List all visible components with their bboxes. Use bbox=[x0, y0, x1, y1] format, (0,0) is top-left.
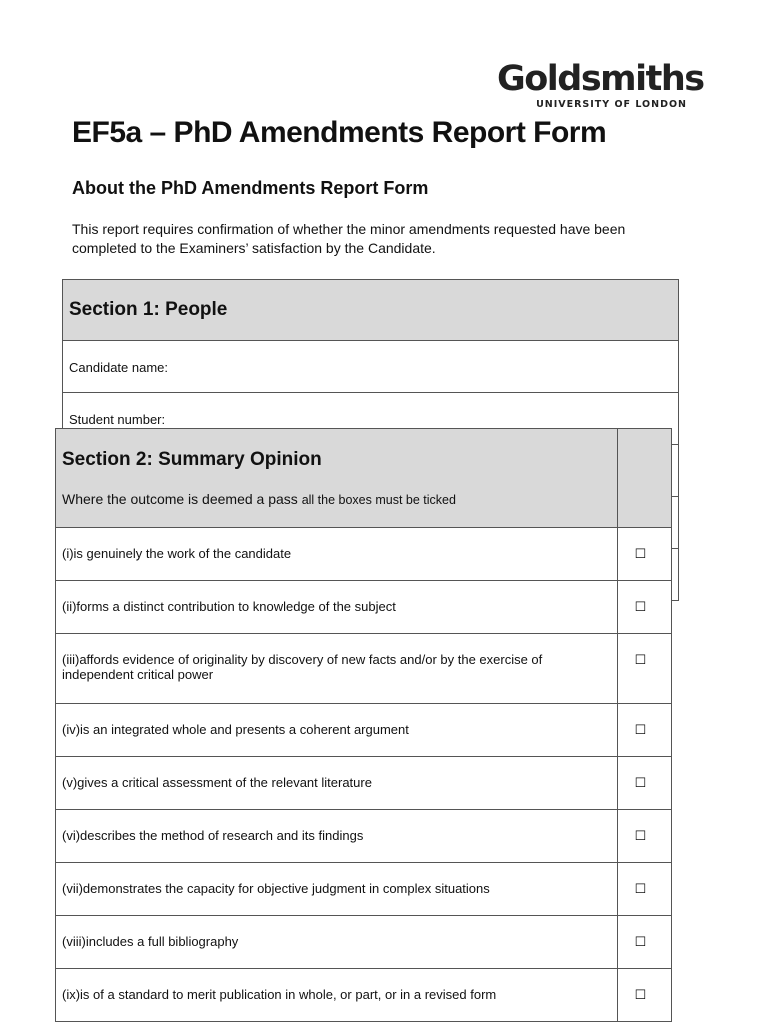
student-number-field[interactable]: Student number: bbox=[63, 393, 679, 445]
page-title: EF5a – PhD Amendments Report Form bbox=[72, 116, 607, 149]
criterion-checkbox[interactable]: ☐ bbox=[618, 863, 672, 916]
criterion-checkbox[interactable]: ☐ bbox=[618, 969, 672, 1022]
section-2-note-small: all the boxes must be ticked bbox=[301, 493, 456, 507]
criterion-checkbox[interactable]: ☐ bbox=[618, 581, 672, 634]
section-2-table bbox=[55, 428, 672, 1022]
candidate-name-field[interactable]: Candidate name: bbox=[63, 341, 679, 393]
section-2-header bbox=[56, 429, 618, 528]
criterion-checkbox[interactable]: ☐ bbox=[618, 634, 672, 704]
criterion-checkbox[interactable]: ☐ bbox=[618, 916, 672, 969]
about-heading: About the PhD Amendments Report Form bbox=[72, 178, 429, 198]
criterion-label: (i)is genuinely the work of the candidate bbox=[56, 528, 618, 581]
section-1-heading: Section 1: People bbox=[63, 280, 679, 341]
section-2-heading: Section 2: Summary Opinion bbox=[62, 449, 322, 470]
criterion-checkbox[interactable]: ☐ bbox=[618, 704, 672, 757]
about-text: This report requires confirmation of whether the minor amendments requested have been completed to the Examiners’ satisfaction by the Candidate. bbox=[72, 221, 626, 256]
logo-subtitle: UNIVERSITY OF LONDON bbox=[536, 99, 687, 110]
criterion-label: (iii)affords evidence of originality by discovery of new facts and/or by the exercise of independent critical power bbox=[56, 634, 618, 704]
goldsmiths-logo bbox=[497, 59, 704, 110]
criterion-label: (viii)includes a full bibliography bbox=[56, 916, 618, 969]
logo-wordmark: Goldsmiths bbox=[497, 59, 704, 99]
criterion-checkbox[interactable]: ☐ bbox=[618, 810, 672, 863]
criterion-label: (ii)forms a distinct contribution to knowledge of the subject bbox=[56, 581, 618, 634]
criterion-checkbox[interactable]: ☐ bbox=[618, 757, 672, 810]
criterion-label: (iv)is an integrated whole and presents a coherent argument bbox=[56, 704, 618, 757]
criterion-label: (vii)demonstrates the capacity for objective judgment in complex situations bbox=[56, 863, 618, 916]
criterion-label: (v)gives a critical assessment of the relevant literature bbox=[56, 757, 618, 810]
criterion-label: (vi)describes the method of research and its findings bbox=[56, 810, 618, 863]
section-2-note-main: Where the outcome is deemed a pass bbox=[62, 491, 298, 507]
section-2-header-blank bbox=[618, 429, 672, 528]
criterion-label: (ix)is of a standard to merit publication in whole, or part, or in a revised form bbox=[56, 969, 618, 1022]
criterion-checkbox[interactable]: ☐ bbox=[618, 528, 672, 581]
section-2-note bbox=[62, 491, 611, 507]
